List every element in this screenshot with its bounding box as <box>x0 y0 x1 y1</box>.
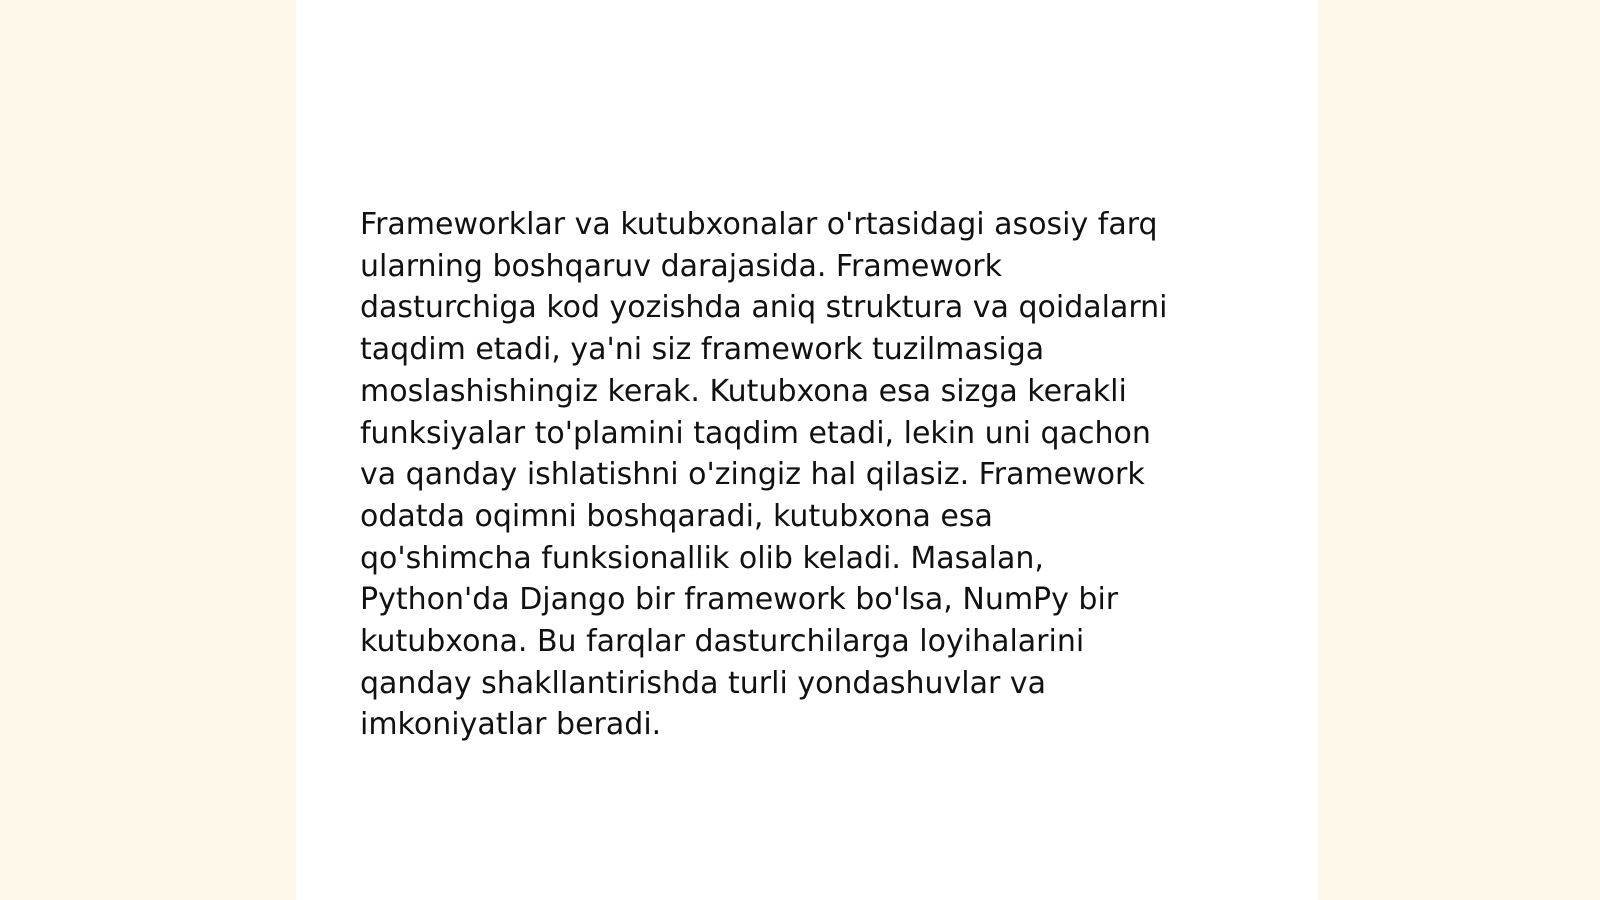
text-line: Frameworklar va kutubxonalar o'rtasidagi asosiy farq <box>360 207 1158 242</box>
text-line: imkoniyatlar beradi. <box>360 707 662 743</box>
text-line: taqdim etadi, ya'ni siz framework tuzilmasiga <box>360 332 1045 368</box>
text-line: Python'da Django bir framework bo'lsa, NumPy bir <box>360 582 1119 618</box>
text-line: qanday shakllantirishda turli yondashuvlar va <box>360 665 1047 701</box>
text-line: moslashishingiz kerak. Kutubxona esa sizga kerakli <box>360 373 1127 409</box>
text-line: kutubxona. Bu farqlar dasturchilarga loyihalarini <box>360 624 1085 660</box>
text-line: odatda oqimni boshqaradi, kutubxona esa <box>360 498 993 534</box>
document-page <box>296 0 1318 900</box>
text-line: va qanday ishlatishni o'zingiz hal qilasiz. Framework <box>360 457 1145 493</box>
text-line: ularning boshqaruv darajasida. Framework <box>360 248 1002 284</box>
text-line: funksiyalar to'plamini taqdim etadi, lekin uni qachon <box>360 415 1151 451</box>
text-line: qo'shimcha funksionallik olib keladi. Masalan, <box>360 540 1044 576</box>
body-paragraph <box>360 204 1260 746</box>
text-line: dasturchiga kod yozishda aniq struktura va qoidalarni <box>360 290 1168 326</box>
